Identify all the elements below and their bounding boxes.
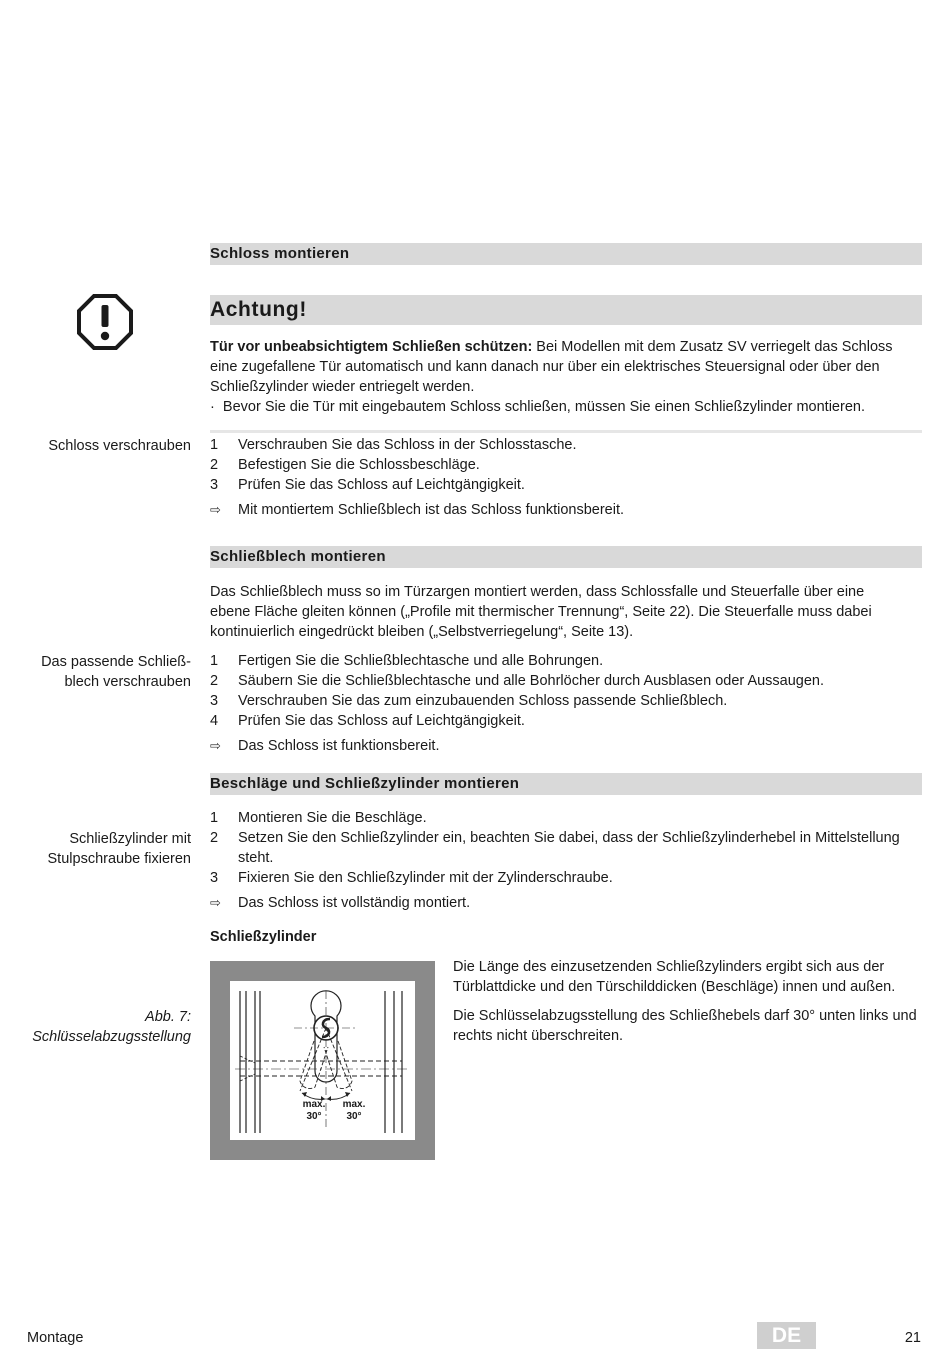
list-item bbox=[210, 828, 925, 868]
list-item bbox=[210, 435, 925, 455]
warning-line-1: Bei Modellen mit dem Zusatz SV verriegelt das Schloss bbox=[532, 339, 893, 355]
step-text: Prüfen Sie das Schloss auf Leichtgängigkeit. bbox=[238, 713, 525, 729]
list-item bbox=[210, 475, 925, 495]
step-number: 2 bbox=[210, 673, 219, 689]
step-number: 3 bbox=[210, 870, 219, 886]
step-text: Prüfen Sie das Schloss auf Leichtgängigkeit. bbox=[238, 477, 525, 493]
steps-schloss-verschrauben bbox=[210, 435, 925, 495]
figure-caption bbox=[1, 1007, 191, 1047]
footer-page-number: 21 bbox=[904, 1330, 921, 1346]
section-heading-schloss-montieren: Schloss montieren bbox=[210, 243, 922, 265]
side-label-line-1: Das passende Schließ- bbox=[41, 654, 191, 670]
warning-bullet-mark: · bbox=[210, 399, 215, 415]
result-schloss-verschrauben bbox=[210, 500, 925, 520]
step-text: Befestigen Sie die Schlossbeschläge. bbox=[238, 457, 480, 473]
steps-schliessblech bbox=[210, 651, 925, 731]
list-item bbox=[210, 711, 925, 731]
figure-label-right-deg: 30° bbox=[346, 1111, 362, 1122]
step-text: Verschrauben Sie das Schloss in der Schlosstasche. bbox=[238, 437, 577, 453]
side-label-schloss-verschrauben: Schloss verschrauben bbox=[48, 438, 191, 454]
step-text: Verschrauben Sie das zum einzubauenden Schloss passende Schließblech. bbox=[238, 693, 728, 709]
figure-label-right bbox=[334, 1099, 374, 1123]
footer-section: Montage bbox=[27, 1330, 84, 1346]
side-label-beschlaege bbox=[11, 829, 191, 869]
schliesszylinder-text-1: Die Länge des einzusetzenden Schließzylinders ergibt sich aus der Türblattdicke und den Türschilddicken (Beschläge) innen und außen. bbox=[453, 959, 896, 995]
result-arrow-icon: ⇨ bbox=[210, 502, 221, 517]
result-text: Das Schloss ist vollständig montiert. bbox=[238, 895, 471, 911]
step-number: 2 bbox=[210, 830, 219, 846]
list-item bbox=[210, 808, 925, 828]
step-number: 3 bbox=[210, 693, 219, 709]
schliessblech-intro bbox=[210, 582, 925, 642]
figure-drawing bbox=[230, 981, 415, 1140]
step-text: Fertigen Sie die Schließblechtasche und alle Bohrungen. bbox=[238, 653, 604, 669]
list-item bbox=[210, 691, 925, 711]
subheading-schliesszylinder: Schließzylinder bbox=[210, 929, 317, 945]
list-item bbox=[210, 868, 925, 888]
step-number: 1 bbox=[210, 810, 219, 826]
result-text: Das Schloss ist funktionsbereit. bbox=[238, 738, 440, 754]
section-heading-beschlaege: Beschläge und Schließzylinder montieren bbox=[210, 773, 922, 795]
list-item bbox=[210, 671, 925, 691]
step-number: 1 bbox=[210, 437, 219, 453]
figure-label-left-deg: 30° bbox=[306, 1111, 322, 1122]
steps-beschlaege bbox=[210, 808, 925, 888]
side-label-line-2: blech verschrauben bbox=[64, 674, 191, 690]
result-arrow-icon: ⇨ bbox=[210, 738, 221, 753]
list-item bbox=[210, 455, 925, 475]
result-arrow-icon: ⇨ bbox=[210, 895, 221, 910]
section-heading-schliessblech: Schließblech montieren bbox=[210, 546, 922, 568]
side-label-line-1: Schließzylinder mit bbox=[69, 831, 191, 847]
warning-bullet: Bevor Sie die Tür mit eingebautem Schloss schließen, müssen Sie einen Schließzylinder montieren. bbox=[222, 399, 865, 415]
step-number: 2 bbox=[210, 457, 219, 473]
step-text: Setzen Sie den Schließzylinder ein, beachten Sie dabei, dass der Schließzylinderhebel in Mittelstellung steht. bbox=[238, 830, 900, 866]
intro-line-2: ebene Fläche gleiten können („Profile mit thermischer Trennung“, Seite 22). Die Steuerfalle muss dabei bbox=[210, 604, 872, 620]
figure-label-left bbox=[294, 1099, 334, 1123]
warning-lead: Tür vor unbeabsichtigtem Schließen schützen: bbox=[210, 339, 533, 355]
caption-line-2: Schlüsselabzugsstellung bbox=[32, 1029, 191, 1045]
side-label-line-2: Stulpschraube fixieren bbox=[47, 851, 191, 867]
result-beschlaege bbox=[210, 893, 925, 913]
step-number: 3 bbox=[210, 477, 219, 493]
step-text: Säubern Sie die Schließblechtasche und alle Bohrlöcher durch Ausblasen oder Aussaugen. bbox=[238, 673, 825, 689]
intro-line-3: kontinuierlich eingedrückt bleiben („Selbstverriegelung“, Seite 13). bbox=[210, 624, 634, 640]
schliesszylinder-text-2: Die Schlüsselabzugsstellung des Schließhebels darf 30° unten links und rechts nicht überschreiten. bbox=[453, 1008, 917, 1044]
divider bbox=[210, 430, 922, 433]
warning-title: Achtung! bbox=[210, 295, 922, 325]
side-label-schliessblech bbox=[11, 652, 191, 692]
warning-line-2: eine zugefallene Tür automatisch und kann danach nur über ein elektrisches Steuersignal oder über den bbox=[210, 359, 880, 375]
warning-line-3: Schließzylinder wieder entriegelt werden. bbox=[210, 379, 475, 395]
caption-line-1: Abb. 7: bbox=[145, 1009, 191, 1025]
warning-text bbox=[210, 337, 925, 417]
result-schliessblech bbox=[210, 736, 925, 756]
footer-language-badge: DE bbox=[757, 1322, 816, 1349]
intro-line-1: Das Schließblech muss so im Türzargen montiert werden, dass Schlossfalle und Steuerfalle über eine bbox=[210, 584, 865, 600]
result-text: Mit montiertem Schließblech ist das Schloss funktionsbereit. bbox=[238, 502, 625, 518]
list-item bbox=[210, 651, 925, 671]
warning-octagon-icon bbox=[77, 294, 133, 350]
step-text: Montieren Sie die Beschläge. bbox=[238, 810, 427, 826]
step-number: 1 bbox=[210, 653, 219, 669]
figure-key-position bbox=[210, 961, 435, 1160]
figure-label-left-max: max. bbox=[302, 1099, 326, 1110]
figure-label-right-max: max. bbox=[342, 1099, 366, 1110]
step-text: Fixieren Sie den Schließzylinder mit der Zylinderschraube. bbox=[238, 870, 613, 886]
step-number: 4 bbox=[210, 713, 219, 729]
